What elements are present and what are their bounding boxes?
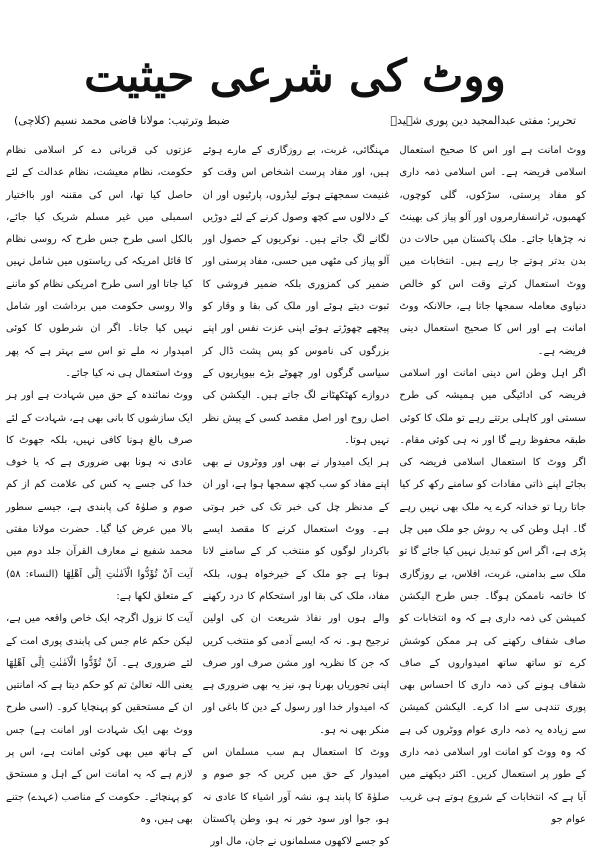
paragraph: مہنگائی، غربت، بے روزگاری کے مارے ہوئے ہیں، اور مفاد پرست اشخاص اس وقت کو غنیمت سمجھتے ہوئے لیڈروں، پارٹیوں اور ان کے دلالوں سے کچھ وصول کرنے کے لئے دوڑیں لگانے لگ جاتے ہیں۔ نوکریوں کے حصول اور آلو پیاز کی مٹھی میں حسی، مفاد پرستی اور ضمیر کی کمزوری بلکہ ضمیر فروشی کا ثبوت دیتے ہوئے اور ملک کی بقا و وقار کو پیچھے چھوڑتے ہوئے اپنی عزت نفس اور اپنے بزرگوں کی ناموس کو پس پشت ڈال کر سیاسی گرگوں اور چھوٹے بڑے بیوپاریوں کے دروازے کھٹکھٹانے لگ جاتے ہیں۔ الیکشن کی اصل روح اور اصل مقصد کسی کے پیش نظر نہیں ہوتا۔: [202, 145, 390, 446]
paragraph: ووٹ نمائندہ کے حق میں شہادت ہے اور ہر ایک سازشوں کا بانی بھی ہے، شہادت کے لئے صرف بالغ ہونا کافی نہیں، بلکہ جھوٹ کا عادی نہ ہونا بھی ضروری ہے کہ یا خوف خدا کی جسے یہ کس کی علامت کم از کم صوم و صلوٰۃ کی پابندی ہے، جیسے سطور بالا میں عرض کیا گیا۔ حضرت مولانا مفتی محمد شفیع نے معارف القرآن جلد دوم میں آیت اَنْ تُؤَدُّوا الْاَمٰنٰتِ اِلٰٓی اَھْلِھَا (النساء: ۵۸) کے متعلق لکھا ہے:: [5, 390, 193, 602]
article-body: [5, 140, 586, 848]
paragraph: ہر ایک امیدوار نے بھی اور ووٹروں نے بھی اپنے مفاد کو سب کچھ سمجھا ہوا ہے، اور ان کے مدنظر چل کی خبر تک کی خبر ہوتی ہے۔ ووٹ استعمال کرنے کا مقصد ایسے باکردار لوگوں کو منتخب کر کے سامنے لانا ہوتا ہے جو ملک کے خیرخواہ ہوں، بلکہ مفاد، ملک کی بقا اور استحکام کا درد رکھنے والے ہوں اور نفاذ شریعت ان کی اولین ترجیح ہو۔ نہ کہ ایسے آدمی کو منتخب کریں کہ جن کا نظریہ اور مشن صرف اور صرف اپنی تجوریاں بھرنا ہو، نیز یہ بھی ضروری ہے کہ امیدوار خدا اور رسول کے دین کا باغی اور منکر بھی نہ ہو۔: [202, 457, 390, 736]
paragraph: آیت کا نزول اگرچہ ایک خاص واقعہ میں ہے، لیکن حکم عام جس کی پابندی پوری امت کے لئے ضروری ہے۔ اَنْ تُؤَدُّوا الْاَمٰنٰتِ اِلٰٓی اَھْلِھَا یعنی اللہ تعالیٰ تم کو حکم دیتا ہے کہ امانتیں ان کے مستحقین کو پہنچایا کرو۔ (اسی طرح ووٹ بھی ایک شہادت اور امانت ہے) جس کے ہاتھ میں بھی کوئی امانت ہے، اس پر لازم ہے کہ یہ امانت اس کے اہل و مستحق کو پہنچائے۔ حکومت کے مناصب (عہدے) جتنے بھی ہیں، وہ: [5, 613, 193, 825]
paragraph: اگر اہل وطن اس دینی امانت اور اسلامی فریضہ کی ادائیگی میں ہمیشہ کی طرح سستی اور کاہلی برتتے رہے تو ملک کا کوئی طبقہ محفوظ رہے گا اور نہ ہی کوئی مقام۔ اگر ووٹ کا استعمال اسلامی فریضہ کی بجائے اپنے ذاتی مفادات کو سامنے رکھ کر کیا جاتا رہا تو خدانہ کرے یہ ملک بھی نہیں رہے گا۔ اہل وطن کی یہ روش جو ملک میں چل پڑی ہے، اگر اس کو تبدیل نہیں کیا جائے گا تو ملک سے بدامنی، غربت، افلاس، بے روزگاری کا خاتمہ ناممکن ہوگا۔ جس طرح الیکشن کمیشن کی ذمہ داری ہے کہ وہ انتخابات کو صاف شفاف رکھنے کی ہر ممکن کوشش کرے تو ساتھ ساتھ امیدواروں کے صاف شفاف ہونے کی ذمہ داری کا احساس بھی پوری تندہی سے ادا کرے۔ الیکشن کمیشن سے زیادہ یہ ذمہ داری عوام ووٹروں کی ہے کہ وہ ووٹ کو امانت اور اسلامی ذمہ داری کے طور پر استعمال کریں۔ اکثر دیکھنے میں آیا ہے کہ انتخابات کے شروع ہوتے ہی غریب عوام جو: [399, 367, 586, 825]
paragraph: ووٹ امانت ہے اور اس کا صحیح استعمال اسلامی فریضہ ہے۔ اس اسلامی ذمہ داری کو مفاد پرستی، سڑکوں، گلی کوچوں، کھمبوں، ٹرانسفارمروں اور آلو پیاز کی بھینٹ نہ چڑھایا جائے۔ ملک پاکستان میں حالات دن بدن بدتر ہوتے جا رہے ہیں۔ انتخابات میں ووٹ استعمال کرتے وقت اس کو خالص دنیاوی معاملہ سمجھا جاتا ہے، حالانکہ ووٹ امانت ہے اور اس کا صحیح استعمال دینی فریضہ ہے۔: [399, 145, 586, 357]
page-title: ووٹ کی شرعی حیثیت: [84, 51, 506, 103]
paragraph: عزتوں کی قربانی دے کر اسلامی نظام حکومت، نظام معیشت، نظام عدالت کے لئے حاصل کیا تھا، اس کی مقننہ اور بااختیار اسمبلی میں غیر مسلم شریک کیا جائے، بالکل اسی طرح جس طرح کہ روسی نظام کا قائل امریکہ کی ریاستوں میں شامل نہیں کیا جاتا اور اسی طرح امریکی نظام کو ماننے والا روسی حکومت میں برداشت اور شامل نہیں کیا جاتا۔ اگر ان شرطوں کا کوئی امیدوار نہ ملے تو اس سے بہتر ہے کہ پھر ووٹ استعمال ہی نہ کیا جائے۔: [5, 145, 193, 379]
column-1: [399, 140, 586, 825]
column-3: [5, 140, 193, 825]
column-2: [202, 140, 390, 848]
paragraph: ووٹ کا استعمال ہم سب مسلمان اس امیدوار کے حق میں کریں کہ جو صوم و صلوٰۃ کا پابند ہو، نشہ آور اشیاء کا عادی نہ ہو، جوا اور سود خور نہ ہو، وطن پاکستان کو جسے لاکھوں مسلمانوں نے جان، مال اور: [202, 747, 390, 848]
editor-credit: ضبط وترتیب: مولانا قاضی محمد نسیم (کلاچی): [14, 114, 230, 127]
author-credit: تحریر: مفتی عبدالمجید دین پوری شہیدؒ: [390, 114, 576, 127]
byline: [14, 110, 576, 134]
